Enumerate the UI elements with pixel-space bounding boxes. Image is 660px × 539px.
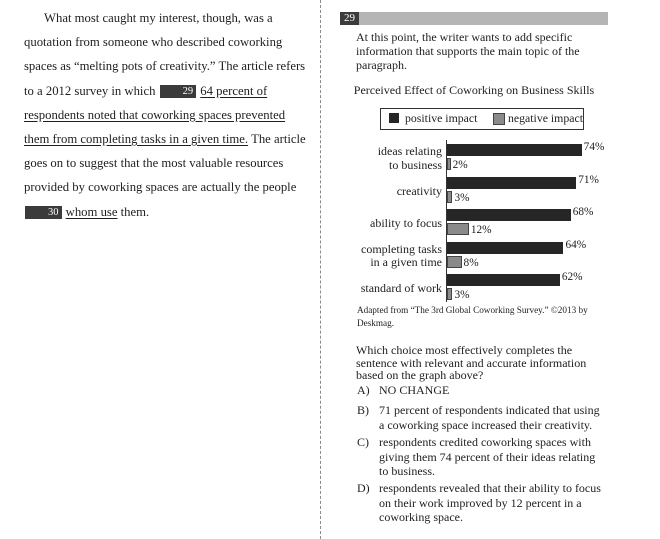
underlined-portion-29: 64 percent of respondents noted that coworking spaces prevented them from completing tasks in a given time. (24, 83, 286, 147)
option-d-letter: D) (357, 481, 370, 495)
question-29-marker[interactable]: 29 (160, 85, 197, 98)
category-label (322, 185, 442, 199)
passage-text-1: What most caught my interest, though, was a quotation from someone who described coworking spaces as “melting pots of creativity.” The article refers to a 2012 survey in which (24, 11, 306, 98)
value-label-negative: 2% (452, 159, 468, 171)
category-label (322, 145, 442, 172)
category-label (322, 243, 442, 270)
option-a-text: NO CHANGE (379, 383, 450, 397)
option-b[interactable] (357, 403, 607, 432)
question-30-marker[interactable]: 30 (25, 206, 62, 219)
bar-positive-impact (447, 177, 576, 189)
question-prompt: At this point, the writer wants to add specific information that supports the main topic of the paragraph. (356, 30, 580, 72)
category-label-line: to business (388, 157, 442, 172)
option-c-text: respondents credited coworking spaces with giving them 74 percent of their ideas relating to business. (379, 435, 596, 478)
bar-negative-impact (447, 191, 452, 203)
legend-positive-label: positive impact (405, 111, 478, 125)
value-label-negative: 3% (454, 289, 470, 301)
option-c-letter: C) (357, 435, 369, 449)
chart-legend (380, 108, 584, 130)
passage-text-3: them. (120, 204, 150, 219)
question-number: 29 (340, 12, 359, 25)
legend-negative-swatch (493, 113, 505, 125)
passage-text-2: The article goes on to suggest that the most valuable resources provided by coworking spaces are actually the people (24, 132, 306, 195)
bar-negative-impact (447, 288, 452, 300)
option-b-text: 71 percent of respondents indicated that using a coworking space increased their creativity. (379, 403, 600, 432)
value-label-negative: 12% (470, 224, 492, 236)
bar-chart (340, 140, 620, 302)
bar-negative-impact (447, 223, 469, 235)
value-label-positive: 71% (578, 173, 599, 186)
option-d-text: respondents revealed that their ability to focus on their work improved by 12 percent in a coworking space. (379, 481, 601, 524)
option-c[interactable] (357, 435, 607, 479)
question-header-bar (340, 12, 608, 25)
passage (24, 6, 306, 224)
value-label-positive: 74% (583, 141, 605, 153)
bar-negative-impact (447, 256, 462, 268)
value-label-positive: 64% (565, 238, 587, 251)
legend-negative-label: negative impact (508, 111, 584, 125)
value-label-positive: 68% (572, 206, 594, 218)
column-divider (320, 0, 321, 539)
bar-negative-impact (447, 158, 451, 170)
option-a-letter: A) (357, 383, 370, 397)
option-b-letter: B) (357, 403, 369, 417)
category-label-line: ability to focus (370, 216, 442, 230)
category-label (322, 217, 442, 231)
passage-paragraph (24, 6, 306, 224)
bar-positive-impact (447, 144, 582, 156)
option-d[interactable] (357, 481, 607, 525)
category-label-line: creativity (396, 183, 442, 198)
underlined-portion-30: whom use (65, 204, 118, 219)
bar-positive-impact (447, 209, 571, 221)
chart-title: Perceived Effect of Coworking on Business Skills (353, 83, 595, 97)
value-label-positive: 62% (561, 271, 583, 283)
category-label-line: ideas relating (377, 144, 442, 158)
category-label-line: standard of work (360, 281, 442, 295)
question-stem: Which choice most effectively completes the sentence with relevant and accurate information based on the graph above? (356, 343, 587, 382)
bar-positive-impact (447, 242, 563, 254)
category-label-line: completing tasks (361, 241, 442, 256)
legend-positive-swatch (389, 113, 399, 123)
category-label (322, 282, 442, 296)
bar-positive-impact (447, 274, 560, 286)
value-label-negative: 3% (454, 191, 470, 204)
chart-source: Adapted from “The 3rd Global Coworking Survey.” ©2013 by Deskmag. (357, 305, 588, 328)
option-a[interactable] (357, 383, 607, 398)
value-label-negative: 8% (463, 256, 479, 269)
category-label-line: in a given time (370, 255, 442, 269)
